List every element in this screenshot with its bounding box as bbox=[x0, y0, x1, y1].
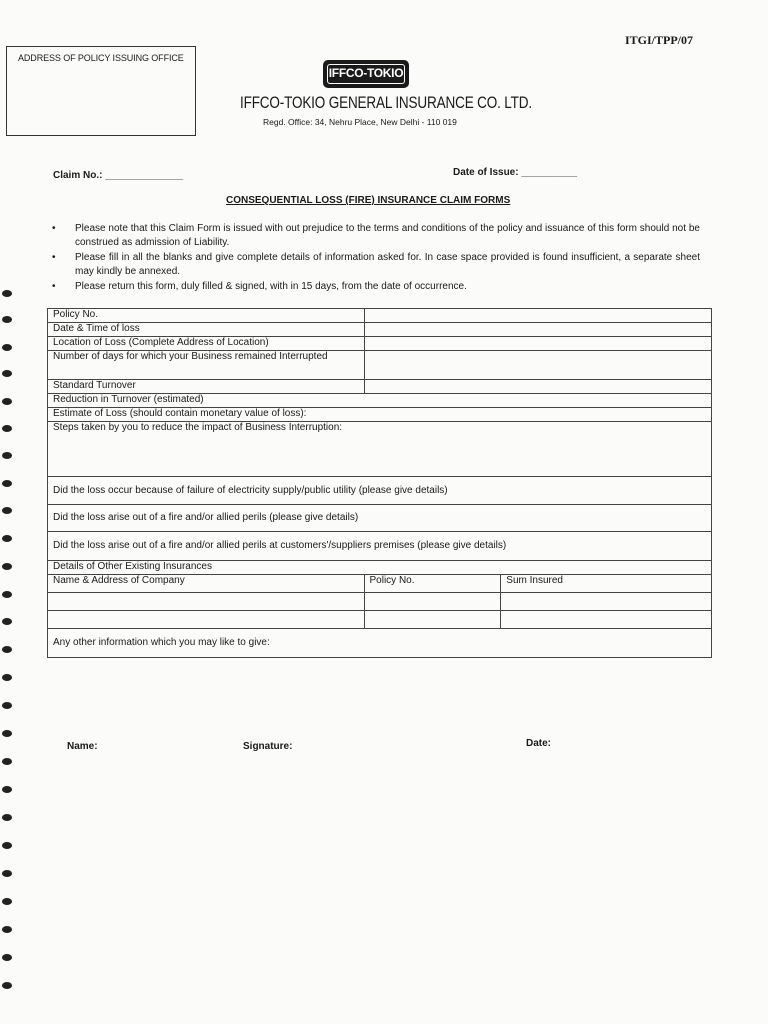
col-sum-header: Sum Insured bbox=[501, 575, 712, 593]
company-logo bbox=[323, 60, 409, 88]
note-item: • Please note that this Claim Form is issued with out prejudice to the terms and conditions of the policy and issuance of this form should not be construed as admission of Liability. bbox=[52, 223, 700, 248]
insurance-policy-cell[interactable] bbox=[364, 611, 501, 629]
binder-hole bbox=[2, 398, 12, 405]
insurance-sum-cell[interactable] bbox=[501, 611, 712, 629]
insurance-policy-cell[interactable] bbox=[364, 593, 501, 611]
date-time-input[interactable] bbox=[364, 323, 712, 337]
binder-hole bbox=[2, 814, 12, 821]
binder-hole bbox=[2, 758, 12, 765]
binder-hole bbox=[2, 646, 12, 653]
form-code: ITGI/TPP/07 bbox=[625, 33, 694, 47]
col-policy-header: Policy No. bbox=[364, 575, 501, 593]
fire-field[interactable]: Did the loss arise out of a fire and/or allied perils (please give details) bbox=[48, 505, 712, 532]
other-insurances-label: Details of Other Existing Insurances bbox=[48, 561, 712, 575]
policy-no-label: Policy No. bbox=[48, 309, 365, 323]
policy-no-input[interactable] bbox=[364, 309, 712, 323]
other-info-field[interactable]: Any other information which you may like to give: bbox=[48, 629, 712, 658]
signature-label: Signature: bbox=[243, 741, 293, 752]
note-item: • Please fill in all the blanks and give complete details of information asked for. In case space provided is found insufficient, a separate sheet may kindly be annexed. bbox=[52, 252, 700, 277]
name-label: Name: bbox=[67, 741, 98, 752]
claim-form-table bbox=[47, 308, 712, 658]
binder-hole bbox=[2, 290, 12, 297]
binder-hole bbox=[2, 507, 12, 514]
insurance-sum-cell[interactable] bbox=[501, 593, 712, 611]
regd-office: Regd. Office: 34, Nehru Place, New Delhi - 110 019 bbox=[263, 117, 457, 127]
binder-hole bbox=[2, 870, 12, 877]
binder-hole bbox=[2, 563, 12, 570]
binder-hole bbox=[2, 618, 12, 625]
steps-field[interactable]: Steps taken by you to reduce the impact of Business Interruption: bbox=[48, 422, 712, 477]
note-item: • Please return this form, duly filled & signed, with in 15 days, from the date of occurrence. bbox=[52, 281, 467, 292]
address-box-label: ADDRESS OF POLICY ISSUING OFFICE bbox=[18, 53, 184, 63]
binder-hole bbox=[2, 316, 12, 323]
location-label: Location of Loss (Complete Address of Location) bbox=[48, 337, 365, 351]
binder-hole bbox=[2, 898, 12, 905]
binder-hole bbox=[2, 926, 12, 933]
binder-hole bbox=[2, 452, 12, 459]
binder-hole bbox=[2, 591, 12, 598]
company-name: IFFCO-TOKIO GENERAL INSURANCE CO. LTD. bbox=[240, 94, 532, 112]
binder-hole bbox=[2, 842, 12, 849]
claim-no-field[interactable]: Claim No.: ______________ bbox=[53, 170, 184, 181]
binder-hole bbox=[2, 786, 12, 793]
estimate-field[interactable]: Estimate of Loss (should contain monetary value of loss): bbox=[48, 408, 712, 422]
logo-text: IFFCO-TOKIO bbox=[327, 64, 405, 84]
binder-hole bbox=[2, 370, 12, 377]
binder-hole bbox=[2, 982, 12, 989]
electricity-field[interactable]: Did the loss occur because of failure of electricity supply/public utility (please give details) bbox=[48, 477, 712, 505]
binder-hole bbox=[2, 674, 12, 681]
form-title: CONSEQUENTIAL LOSS (FIRE) INSURANCE CLAIM FORMS bbox=[226, 195, 511, 206]
location-input[interactable] bbox=[364, 337, 712, 351]
notes-list bbox=[52, 222, 700, 295]
binder-hole bbox=[2, 730, 12, 737]
reduction-field[interactable]: Reduction in Turnover (estimated) bbox=[48, 394, 712, 408]
insurance-name-cell[interactable] bbox=[48, 593, 365, 611]
date-time-label: Date & Time of loss bbox=[48, 323, 365, 337]
date-label: Date: bbox=[526, 738, 552, 749]
binder-hole bbox=[2, 702, 12, 709]
binder-hole bbox=[2, 425, 12, 432]
binder-hole bbox=[2, 535, 12, 542]
binder-hole bbox=[2, 480, 12, 487]
insurance-name-cell[interactable] bbox=[48, 611, 365, 629]
col-name-header: Name & Address of Company bbox=[48, 575, 365, 593]
fire-customers-field[interactable]: Did the loss arise out of a fire and/or allied perils at customers'/suppliers premises (please give details) bbox=[48, 532, 712, 561]
standard-turnover-label: Standard Turnover bbox=[48, 380, 365, 394]
date-of-issue-field[interactable]: Date of Issue: __________ bbox=[453, 167, 577, 178]
standard-turnover-input[interactable] bbox=[364, 380, 712, 394]
days-interrupted-input[interactable] bbox=[364, 351, 712, 380]
days-interrupted-label: Number of days for which your Business remained Interrupted bbox=[48, 351, 365, 380]
binder-hole bbox=[2, 344, 12, 351]
binder-hole bbox=[2, 954, 12, 961]
